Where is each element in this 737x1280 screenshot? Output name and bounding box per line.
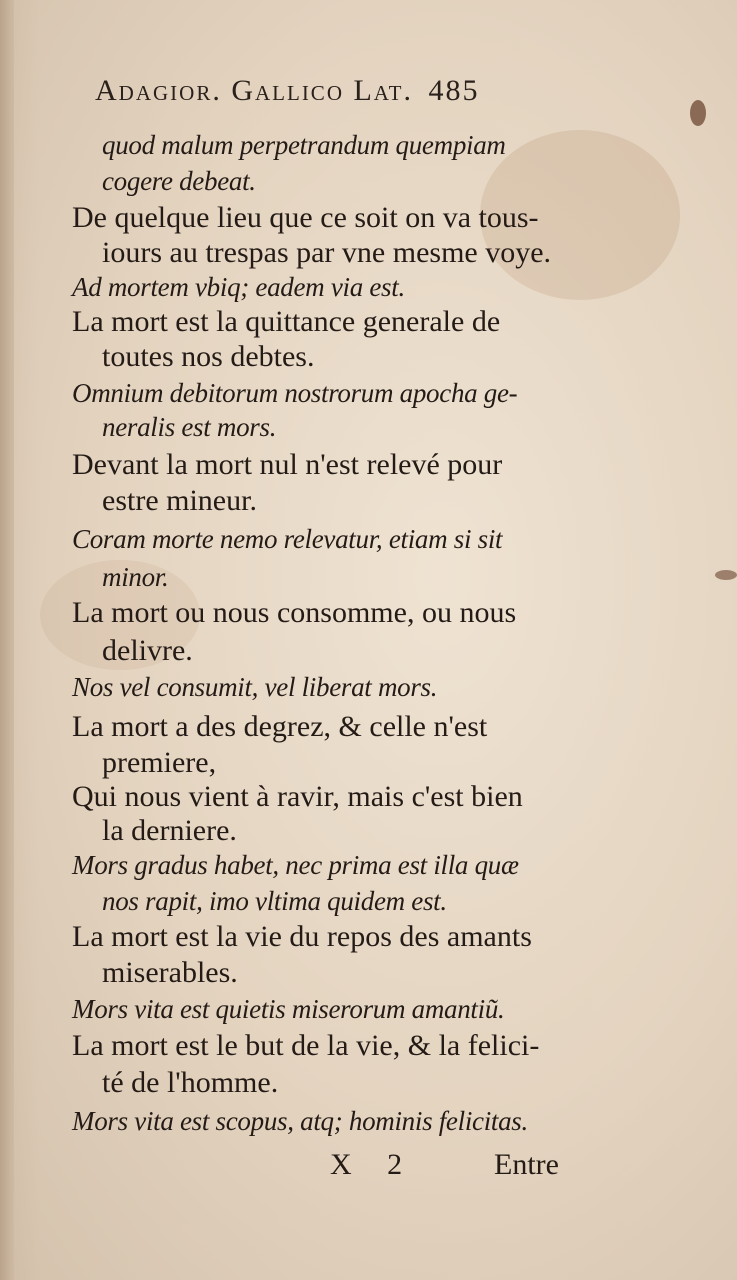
french-line: La mort est la vie du repos des amants — [72, 920, 532, 953]
ink-blot — [690, 100, 706, 126]
page-number: 485 — [428, 74, 480, 107]
french-line: La mort est le but de la vie, & la felici- — [72, 1029, 540, 1062]
ink-blot — [715, 570, 737, 580]
french-line: premiere, — [102, 746, 217, 779]
french-line: Devant la mort nul n'est relevé pour — [72, 448, 503, 481]
signature-mark: X 2 — [330, 1148, 417, 1181]
latin-line: nos rapit, imo vltima quidem est. — [102, 886, 447, 916]
latin-line: Coram morte nemo relevatur, etiam si sit — [72, 524, 503, 554]
latin-line: minor. — [102, 562, 169, 592]
latin-line: Nos vel consumit, vel liberat mors. — [72, 672, 438, 702]
french-line: delivre. — [102, 634, 193, 667]
latin-line: Omnium debitorum nostrorum apocha ge- — [72, 378, 518, 408]
french-line: La mort ou nous consomme, ou nous — [72, 596, 517, 629]
page-gutter — [0, 0, 14, 1280]
french-line: La mort est la quittance generale de — [72, 305, 501, 338]
french-line: miserables. — [102, 956, 238, 989]
latin-line: neralis est mors. — [102, 412, 277, 442]
latin-line: Mors gradus habet, nec prima est illa quæ — [72, 850, 519, 880]
latin-line: Mors vita est scopus, atq; hominis felicitas. — [72, 1106, 528, 1136]
french-line: toutes nos debtes. — [102, 340, 315, 373]
catchword: Entre — [494, 1148, 559, 1181]
french-line: La mort a des degrez, & celle n'est — [72, 710, 488, 743]
latin-line: Mors vita est quietis miserorum amantiũ. — [72, 994, 505, 1024]
french-line: estre mineur. — [102, 484, 257, 517]
french-line: té de l'homme. — [102, 1066, 279, 1099]
french-line: De quelque lieu que ce soit on va tous- — [72, 201, 539, 234]
running-header — [95, 74, 595, 108]
french-line: la derniere. — [102, 814, 237, 847]
french-line: iours au trespas par vne mesme voye. — [102, 236, 552, 269]
french-line: Qui nous vient à ravir, mais c'est bien — [72, 780, 523, 813]
running-title: Adagior. Gallico Lat. — [95, 74, 413, 107]
latin-line: cogere debeat. — [102, 166, 256, 196]
latin-line: Ad mortem vbiq; eadem via est. — [72, 272, 405, 302]
latin-line: quod malum perpetrandum quempiam — [102, 130, 506, 160]
